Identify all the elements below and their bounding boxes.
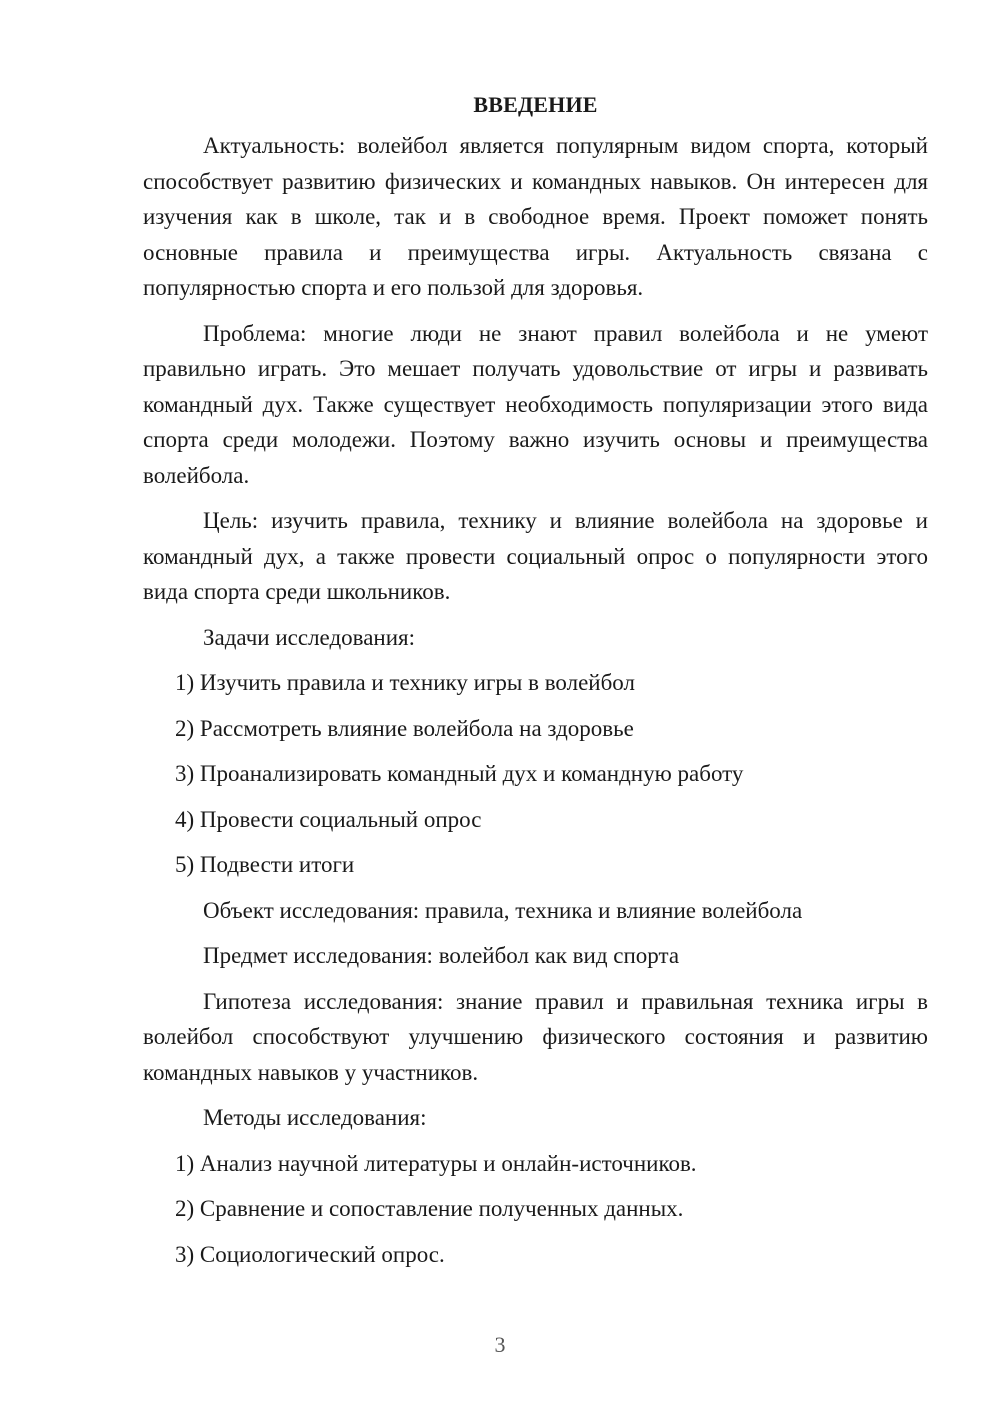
list-item: 3) Социологический опрос.: [175, 1241, 445, 1267]
list-item: 3) Проанализировать командный дух и командную работу: [175, 761, 744, 786]
list-item: 4) Провести социальный опрос: [175, 806, 482, 832]
problem-paragraph: Проблема: многие люди не знают правил волейбола и не умеют правильно играть. Это мешает получать удовольствие от игры и развивать командный дух. Также существует необходимость популяризации этого вида спорта среди молодежи. Поэтому важно изучить основы и преимущества волейбола.: [143, 320, 928, 488]
goal-paragraph: Цель: изучить правила, технику и влияние волейбола на здоровье и командный дух, а также провести социальный опрос о популярности этого вида спорта среди школьников.: [143, 508, 928, 604]
list-item: 2) Сравнение и сопоставление полученных данных.: [175, 1196, 684, 1221]
document-page: [143, 90, 928, 1282]
hypothesis-paragraph: Гипотеза исследования: знание правил и правильная техника игры в волейбол способствуют улучшению физического состояния и развитию командных навыков у участников.: [143, 988, 928, 1085]
page-number: 3: [494, 1332, 506, 1357]
list-item: 5) Подвести итоги: [175, 852, 355, 877]
relevance-paragraph: Актуальность: волейбол является популярным видом спорта, который способствует развитию физических и командных навыков. Он интересен для изучения как в школе, так и в свободное время. Проект поможет понять основные правила и преимущества игры. Актуальность связана с популярностью спорта и его пользой для здоровья.: [143, 133, 928, 300]
subject-paragraph: Предмет исследования: волейбол как вид спорта: [203, 943, 680, 968]
list-item: 2) Рассмотреть влияние волейбола на здоровье: [175, 715, 634, 741]
tasks-heading: Задачи исследования:: [203, 624, 416, 650]
tasks-list: [143, 665, 928, 883]
list-item: 1) Изучить правила и технику игры в волейбол: [175, 670, 635, 695]
list-item: 1) Анализ научной литературы и онлайн-источников.: [175, 1150, 697, 1176]
object-paragraph: Объект исследования: правила, техника и влияние волейбола: [203, 897, 803, 923]
page-title: ВВЕДЕНИЕ: [473, 92, 598, 117]
methods-list: [143, 1146, 928, 1273]
methods-heading: Методы исследования:: [203, 1105, 427, 1130]
